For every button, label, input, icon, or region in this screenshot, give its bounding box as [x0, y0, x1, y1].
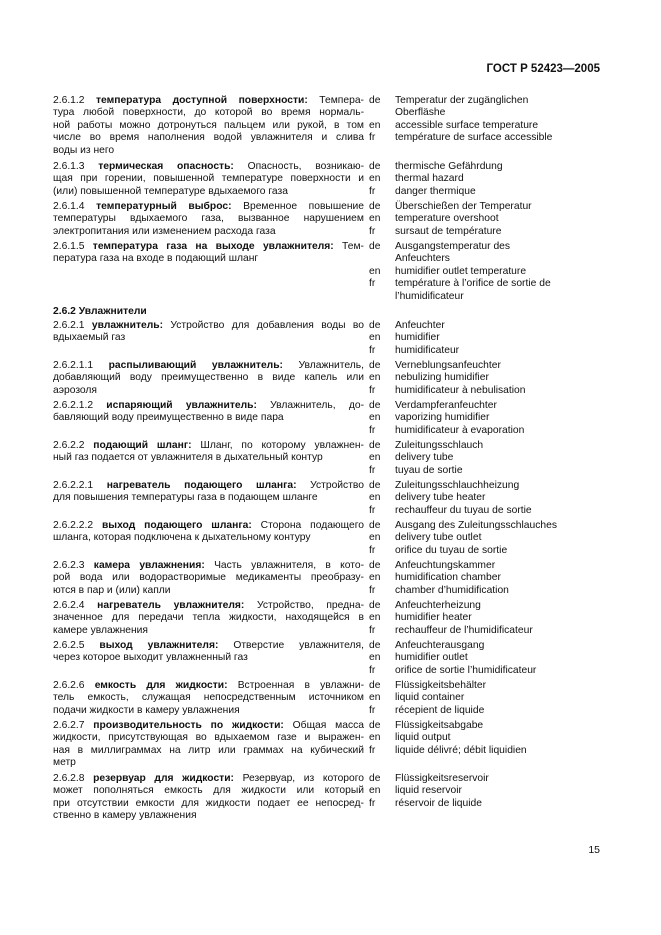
term-name: резервуар для жидкости:	[93, 773, 234, 784]
language-code: de	[369, 480, 381, 491]
definition-line: рой вода или водорастворимые медикаменты преобразу-	[53, 572, 364, 584]
definition-ru	[53, 600, 364, 637]
definition-line: 2.6.1.5 температура газа на выходе увлажнителя: Тем-	[53, 241, 364, 252]
definition-line: 2.6.2.3 камера увлажнения: Часть увлажнителя, в кото-	[53, 560, 364, 571]
language-codes	[369, 480, 389, 517]
translations	[395, 773, 605, 810]
translation-de: Anfeuchtungskammer	[395, 560, 496, 571]
translation-en: thermal hazard	[395, 173, 464, 185]
translation-fr: l’humidificateur	[395, 290, 464, 302]
language-code: de	[369, 773, 381, 784]
translation-de: Anfeuchters	[395, 253, 450, 265]
translation-de: Flüssigkeitsbehälter	[395, 680, 486, 691]
language-codes	[369, 520, 389, 557]
language-code: fr	[369, 424, 376, 436]
translations	[395, 400, 605, 437]
language-codes	[369, 241, 389, 303]
translation-fr: récepient de liquide	[395, 704, 485, 716]
section-heading: 2.6.2 Увлажнители	[53, 306, 147, 317]
translations	[395, 360, 605, 397]
definition-ru	[53, 360, 364, 397]
translation-de: Anfeuchterausgang	[395, 640, 485, 651]
definition-line: 2.6.1.2 температура доступной поверхности: Темпера-	[53, 95, 364, 106]
translation-de: Ausgang des Zuleitungsschlauches	[395, 520, 557, 531]
definition-line: 2.6.2.8 резервуар для жидкости: Резервуар, из которого	[53, 773, 365, 784]
translations	[395, 560, 605, 597]
language-code: fr	[369, 278, 376, 290]
translation-de: Oberfläshe	[395, 107, 446, 119]
definition-line: добавляющий воду преимущественно в виде капель или	[53, 372, 364, 384]
definition-line: 2.6.2.7 производительность по жидкости: Общая масса	[53, 720, 364, 731]
translation-en: liquid container	[395, 692, 465, 704]
translation-de: Zuleitungsschlauch	[395, 440, 484, 451]
translation-de: thermische Gefährdung	[395, 161, 503, 172]
language-code: fr	[369, 664, 376, 676]
language-code: fr	[369, 132, 376, 144]
language-code: de	[369, 680, 381, 691]
definition-line: (или) повышенной температуре вдыхаемого газа	[53, 185, 288, 197]
language-code: en	[369, 452, 381, 464]
language-code: de	[369, 320, 381, 331]
definition-line: числе во время наполнения водой увлажнителя и слива	[53, 132, 364, 144]
translation-de: Temperatur der zugänglichen	[395, 95, 529, 106]
term-name: температура газа на выходе увлажнителя:	[92, 241, 334, 252]
language-code: en	[369, 612, 381, 624]
definition-line: шланга, которая подключена к дыхательному контуру	[53, 532, 311, 544]
term-name: емкость для жидкости:	[94, 680, 228, 691]
definition-line: ной работы можно дотронуться пальцем или рукой, в том	[53, 119, 364, 131]
translations	[395, 520, 605, 557]
language-code: en	[369, 532, 381, 544]
language-code: fr	[369, 544, 376, 556]
term-name: увлажнитель:	[91, 320, 164, 331]
definition-line: воды из него	[53, 144, 115, 156]
translations	[395, 640, 605, 677]
translation-de: Anfeuchterheizung	[395, 600, 481, 611]
page-number: 15	[588, 844, 600, 856]
term-name: распыливающий увлажнитель:	[108, 360, 283, 371]
term-name: выход увлажнителя:	[99, 640, 219, 651]
definition-line: 2.6.2.2 подающий шланг: Шланг, по которому увлажнен-	[53, 440, 364, 451]
translation-fr: liquide délivré; débit liquidien	[395, 744, 527, 756]
language-code: de	[369, 560, 381, 571]
language-codes	[369, 161, 389, 198]
translation-fr: rechauffeur du tuyau de sortie	[395, 504, 532, 516]
translation-fr: orifice du tuyau de sortie	[395, 544, 508, 556]
definition-line: камере увлажнения	[53, 624, 149, 636]
translation-de: Verneblungsanfeuchter	[395, 360, 501, 371]
language-code: en	[369, 692, 381, 704]
definition-line: метр	[53, 757, 76, 769]
translation-fr: humidificateur à evaporation	[395, 424, 525, 436]
translation-fr: humidificateur à nebulisation	[395, 384, 526, 396]
language-code: fr	[369, 504, 376, 516]
language-code: en	[369, 372, 381, 384]
translation-en: delivery tube outlet	[395, 532, 482, 544]
definition-line: 2.6.2.1.1 распыливающий увлажнитель: Увлажнитель,	[53, 360, 364, 371]
definition-line: 2.6.2.1 увлажнитель: Устройство для добавления воды во	[53, 320, 364, 331]
definition-ru	[53, 520, 364, 545]
definition-line: через которое выходит увлажненный газ	[53, 652, 248, 664]
definition-ru	[53, 560, 364, 597]
language-code: fr	[369, 704, 376, 716]
translation-de: Flüssigkeitsabgabe	[395, 720, 484, 731]
definition-line: пература газа на входе в подающий шланг	[53, 253, 259, 265]
language-code: de	[369, 440, 381, 451]
definition-line: 2.6.2.2.2 выход подающего шланга: Сторона подающего	[53, 520, 364, 531]
definition-line: для повышения температуры газа в подающем шланге	[53, 492, 318, 504]
translation-en: humidifier outlet	[395, 652, 468, 664]
language-code: de	[369, 241, 381, 252]
definition-line: вдыхаемый газ	[53, 332, 126, 344]
language-code: fr	[369, 225, 376, 237]
translations	[395, 440, 605, 477]
definition-line: 2.6.2.4 нагреватель увлажнителя: Устройство, предна-	[53, 600, 364, 611]
definition-line: щая при горении, повышенной температуре поверхности и	[53, 173, 364, 185]
translation-en: humidifier outlet temperature	[395, 265, 527, 277]
language-codes	[369, 440, 389, 477]
document-code-header: ГОСТ Р 52423—2005	[486, 63, 600, 75]
translation-fr: orifice de sortie l’humidificateur	[395, 664, 537, 676]
term-name: производительность по жидкости:	[93, 720, 284, 731]
definition-line: ная в миллиграммах на литр или граммах на кубический	[53, 744, 364, 756]
definition-ru	[53, 680, 364, 717]
definition-line: 2.6.2.1.2 испаряющий увлажнитель: Увлажнитель, до-	[53, 400, 365, 411]
definition-line: ственно в камеру увлажнения	[53, 810, 197, 822]
language-codes	[369, 400, 389, 437]
translation-fr: température à l’orifice de sortie de	[395, 278, 551, 290]
translation-en: delivery tube	[395, 452, 454, 464]
translation-de: Flüssigkeitsreservoir	[395, 773, 489, 784]
definition-ru	[53, 95, 364, 157]
translation-en: humidification chamber	[395, 572, 501, 584]
translation-de: Anfeuchter	[395, 320, 445, 331]
definition-line: 2.6.2.2.1 нагреватель подающего шланга: Устройство	[53, 480, 364, 491]
language-code: en	[369, 732, 381, 744]
definition-line: ный газ подается от увлажнителя в дыхательный контур	[53, 452, 323, 464]
translation-fr: sursaut de température	[395, 225, 502, 237]
term-name: камера увлажнения:	[93, 560, 205, 571]
translation-fr: rechauffeur de l’humidificateur	[395, 624, 533, 636]
language-code: de	[369, 95, 381, 106]
translation-en: accessible surface temperature	[395, 119, 539, 131]
language-code: fr	[369, 464, 376, 476]
language-code: en	[369, 332, 381, 344]
translations	[395, 680, 605, 717]
translation-de: Verdampferanfeuchter	[395, 400, 497, 411]
translations	[395, 161, 605, 198]
definition-line: значенное для передачи тепла жидкости, находящейся в	[53, 612, 364, 624]
term-name: термическая опасность:	[98, 161, 234, 172]
language-code: de	[369, 640, 381, 651]
language-code: fr	[369, 744, 376, 756]
translation-fr: chamber d’humidification	[395, 584, 509, 596]
definition-line: может пополняться емкость для жидкости или который	[53, 785, 364, 797]
definition-line: 2.6.2.5 выход увлажнителя: Отверстие увлажнителя,	[53, 640, 364, 651]
language-code: fr	[369, 344, 376, 356]
translation-fr: réservoir de liquide	[395, 797, 482, 809]
language-code: fr	[369, 185, 376, 197]
translations	[395, 201, 605, 238]
term-name: нагреватель подающего шланга:	[106, 480, 297, 491]
language-code: en	[369, 213, 381, 225]
definition-ru	[53, 201, 364, 238]
definition-line: 2.6.1.4 температурный выброс: Временное повышение	[53, 201, 364, 212]
language-code: en	[369, 265, 381, 277]
translation-fr: danger thermique	[395, 185, 476, 197]
translation-fr: tuyau de sortie	[395, 464, 463, 476]
language-codes	[369, 201, 389, 238]
translation-en: vaporizing humidifier	[395, 412, 490, 424]
translation-en: liquid output	[395, 732, 451, 744]
language-code	[369, 107, 389, 119]
definition-ru	[53, 320, 364, 345]
language-code: fr	[369, 584, 376, 596]
language-code: en	[369, 173, 381, 185]
definition-ru	[53, 720, 364, 770]
definition-line: жидкости, присутствующая во вдыхаемом газе и выражен-	[53, 732, 364, 744]
language-codes	[369, 640, 389, 677]
definition-line: тель емкость, служащая непосредственным источником	[53, 692, 364, 704]
language-code: en	[369, 492, 381, 504]
definition-line: 2.6.2.6 емкость для жидкости: Встроенная в увлажни-	[53, 680, 364, 691]
translation-en: nebulizing humidifier	[395, 372, 489, 384]
definition-line: подачи жидкости в камеру увлажнения	[53, 704, 240, 716]
language-code	[369, 291, 389, 303]
translations	[395, 241, 605, 303]
language-code: fr	[369, 624, 376, 636]
language-codes	[369, 600, 389, 637]
language-codes	[369, 720, 389, 757]
translations	[395, 600, 605, 637]
language-code: de	[369, 600, 381, 611]
definition-line: электропитания или изменением расхода газа	[53, 225, 276, 237]
language-code: de	[369, 520, 381, 531]
language-code: de	[369, 400, 381, 411]
language-code: de	[369, 720, 381, 731]
language-code: en	[369, 785, 381, 797]
language-code	[369, 253, 389, 265]
language-code: fr	[369, 384, 376, 396]
language-codes	[369, 320, 389, 357]
translation-de: Zuleitungsschlauchheizung	[395, 480, 520, 491]
language-code: en	[369, 412, 381, 424]
definition-line: 2.6.1.3 термическая опасность: Опасность, возникаю-	[53, 161, 364, 172]
language-codes	[369, 680, 389, 717]
translation-en: humidifier	[395, 332, 440, 344]
translations	[395, 320, 605, 357]
translation-en: humidifier heater	[395, 612, 472, 624]
definition-ru	[53, 640, 364, 665]
term-name: нагреватель увлажнителя:	[97, 600, 245, 611]
term-name: испаряющий увлажнитель:	[106, 400, 257, 411]
language-code: fr	[369, 797, 376, 809]
language-code: en	[369, 119, 381, 131]
definition-line: температуры вдыхаемого газа, вызванное нарушением	[53, 213, 364, 225]
definition-ru	[53, 241, 364, 266]
translations	[395, 95, 605, 145]
definition-ru	[53, 440, 364, 465]
term-name: выход подающего шланга:	[101, 520, 252, 531]
definition-line: ются в пар и (или) капли	[53, 584, 171, 596]
translation-fr: température de surface accessible	[395, 132, 553, 144]
translation-en: temperature overshoot	[395, 213, 499, 225]
definition-line: при отсутствии емкости для жидкости подает ее непосред-	[53, 797, 364, 809]
language-code: de	[369, 360, 381, 371]
language-codes	[369, 773, 389, 810]
language-codes	[369, 360, 389, 397]
definition-ru	[53, 480, 364, 505]
term-name: температурный выброс:	[96, 201, 232, 212]
translations	[395, 720, 605, 757]
language-codes	[369, 95, 389, 145]
translation-en: delivery tube heater	[395, 492, 486, 504]
term-name: температура доступной поверхности:	[95, 95, 308, 106]
definition-ru	[53, 400, 364, 425]
language-code: en	[369, 572, 381, 584]
term-name: подающий шланг:	[93, 440, 192, 451]
translation-de: Ausgangstemperatur des	[395, 241, 511, 252]
definition-line: бавляющий воду преимущественно в виде пара	[53, 412, 284, 424]
language-code: en	[369, 652, 381, 664]
language-code: de	[369, 201, 381, 212]
translations	[395, 480, 605, 517]
translation-en: liquid reservoir	[395, 785, 462, 797]
definition-line: тура любой поверхности, до которой во время нормаль-	[53, 107, 364, 119]
language-code: de	[369, 161, 381, 172]
definition-ru	[53, 161, 364, 198]
definition-line: аэрозоля	[53, 384, 98, 396]
language-codes	[369, 560, 389, 597]
translation-fr: humidificateur	[395, 344, 460, 356]
definition-ru	[53, 773, 364, 823]
translation-de: Überschießen der Temperatur	[395, 201, 532, 212]
